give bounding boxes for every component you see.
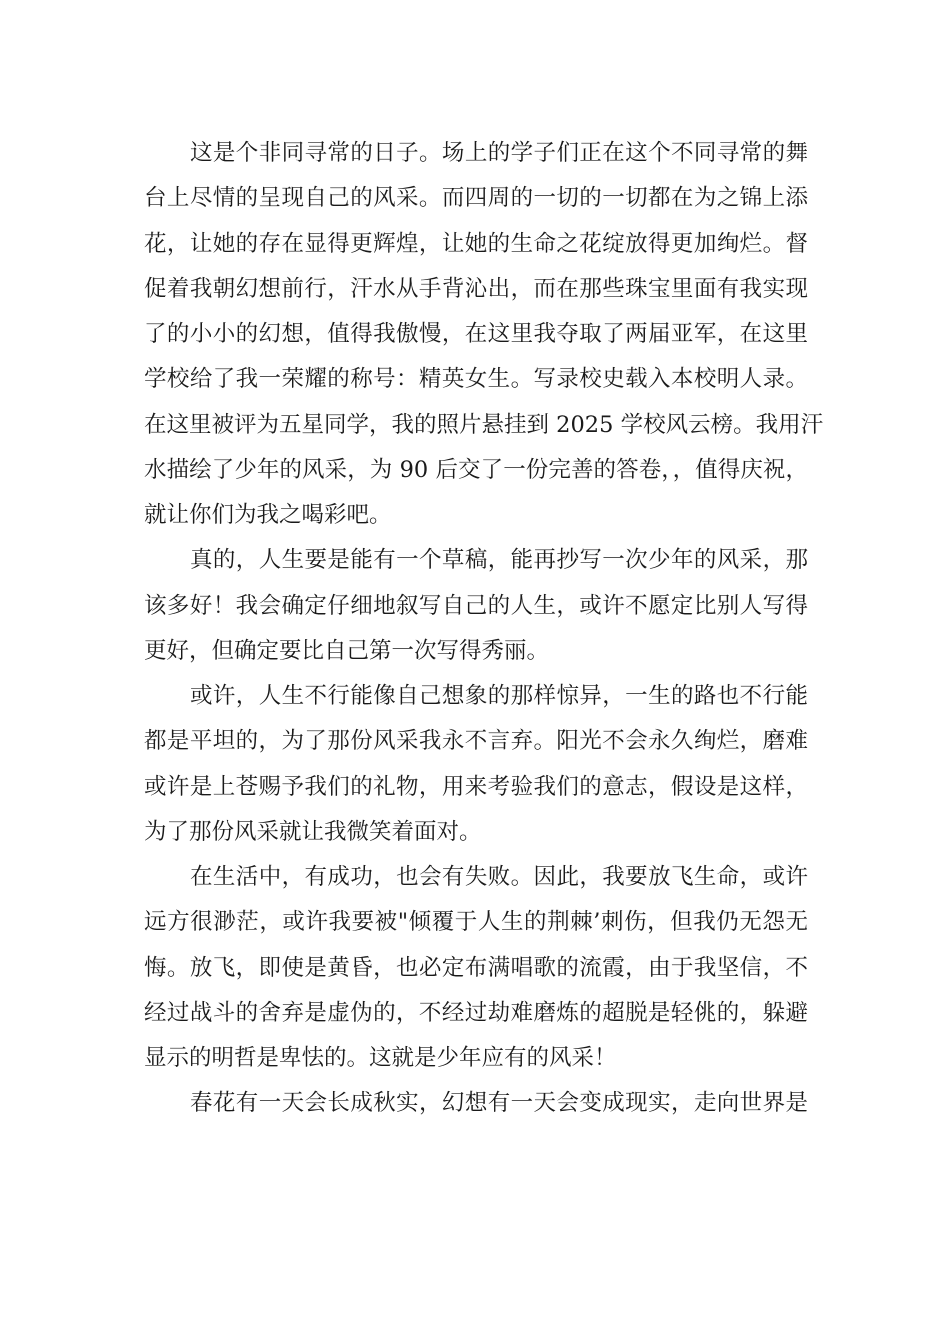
- text-line: 或许，人生不行能像自己想象的那样惊异，一生的路也不行能: [190, 683, 808, 709]
- text-line: 或许是上苍赐予我们的礼物，用来考验我们的意志，假设是这样，: [144, 773, 808, 800]
- text-line: 学校给了我一荣耀的称号：精英女生。写录校史载入本校明人录。: [144, 366, 808, 393]
- text-line: 春花有一天会长成秋实，幻想有一天会变成现实，走向世界是: [190, 1090, 808, 1117]
- text-line: 该多好！我会确定仔细地叙写自己的人生，或许不愿定比别人写得: [144, 592, 808, 619]
- text-line: 在生活中，有成功，也会有失败。因此，我要放飞生命，或许: [190, 864, 808, 890]
- text-line: 更好，但确定要比自己第一次写得秀丽。: [144, 637, 550, 664]
- text-line: 这是个非同寻常的日子。场上的学子们正在这个不同寻常的舞: [190, 140, 808, 166]
- text-line: 经过战斗的舍弃是虚伪的，不经过劫难磨炼的超脱是轻佻的，躲避: [144, 999, 808, 1026]
- text-line: 水描绘了少年的风采，为 90 后交了一份完善的答卷，，值得庆祝，: [144, 456, 808, 483]
- text-line: 都是平坦的，为了那份风采我永不言弃。阳光不会永久绚烂，磨难: [144, 728, 808, 755]
- document-body: [144, 131, 824, 1127]
- text-line: 就让你们为我之喝彩吧。: [144, 502, 392, 528]
- text-line: 花，让她的存在显得更辉煌，让她的生命之花绽放得更加绚烂。督: [144, 230, 808, 257]
- text-line: 真的，人生要是能有一个草稿，能再抄写一次少年的风采，那: [190, 547, 808, 574]
- text-line: 了的小小的幻想，值得我傲慢，在这里我夺取了两届亚军，在这里: [144, 321, 808, 347]
- text-line: 显示的明哲是卑怯的。这就是少年应有的风采！: [144, 1045, 617, 1071]
- text-line: 在这里被评为五星同学，我的照片悬挂到 2025 学校风云榜。我用汗: [144, 411, 824, 438]
- text-line: 远方很渺茫，或许我要被"倾覆于人生的荆棘’刺伤，但我仍无怨无: [144, 909, 808, 936]
- text-line: 为了那份风采就让我微笑着面对。: [144, 818, 482, 845]
- text-line: 台上尽情的呈现自己的风采。而四周的一切的一切都在为之锦上添: [144, 185, 808, 212]
- text-line: 悔。放飞，即使是黄昏，也必定布满唱歌的流霞，由于我坚信，不: [144, 954, 808, 981]
- text-line: 促着我朝幻想前行，汗水从手背沁出，而在那些珠宝里面有我实现: [144, 275, 808, 302]
